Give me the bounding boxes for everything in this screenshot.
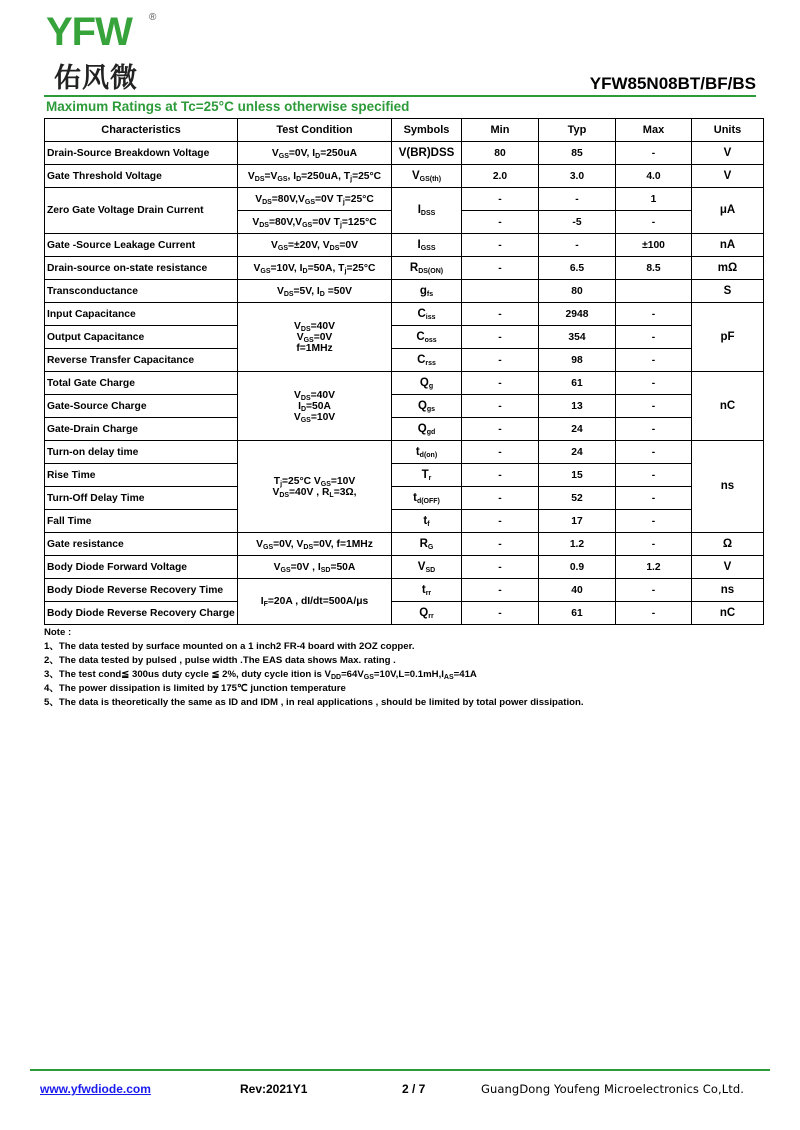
col-header: Characteristics	[45, 119, 238, 142]
min-value: -	[462, 464, 539, 487]
characteristic: Input Capacitance	[45, 303, 238, 326]
table-row	[45, 280, 764, 303]
symbol: $I_{GSS}$	[392, 234, 462, 257]
symbol: $Q_g$	[392, 372, 462, 395]
table-row	[45, 395, 764, 418]
symbol: $t_{d(OFF)}$	[392, 487, 462, 510]
typ-value: 61	[539, 602, 616, 625]
notes-title: Note :	[44, 627, 72, 638]
min-value: -	[462, 234, 539, 257]
max-value: -	[616, 418, 692, 441]
max-value: 8.5	[616, 257, 692, 280]
note-item: 4、The power dissipation is limited by 175℃ junction temperature	[44, 683, 346, 694]
typ-value: 98	[539, 349, 616, 372]
logo-text: YFW	[46, 10, 132, 54]
max-value	[616, 280, 692, 303]
unit: mΩ	[692, 257, 764, 280]
unit: V	[692, 556, 764, 579]
min-value: 80	[462, 142, 539, 165]
test-condition: $V_{GS}=10V$, $I_D=50A$, $T_j=25^\circ C$	[238, 257, 392, 280]
unit: V	[692, 142, 764, 165]
symbol: V(BR)DSS	[392, 142, 462, 165]
typ-value: 24	[539, 441, 616, 464]
typ-value: 85	[539, 142, 616, 165]
col-header: Typ	[539, 119, 616, 142]
min-value: -	[462, 556, 539, 579]
max-value: -	[616, 211, 692, 234]
max-value: -	[616, 579, 692, 602]
characteristic: Zero Gate Voltage Drain Current	[45, 188, 238, 234]
note-item: 1、The data tested by surface mounted on a 1 inch2 FR-4 board with 2OZ copper.	[44, 641, 415, 652]
characteristic: Turn-on delay time	[45, 441, 238, 464]
characteristic: Turn-Off Delay Time	[45, 487, 238, 510]
notes-section	[44, 626, 584, 710]
symbol: $Q_{gs}$	[392, 395, 462, 418]
section-title: Maximum Ratings at Tc=25°C unless otherwise specified	[46, 99, 410, 114]
min-value: -	[462, 602, 539, 625]
characteristic: Gate-Drain Charge	[45, 418, 238, 441]
characteristic: Body Diode Reverse Recovery Charge	[45, 602, 238, 625]
test-condition: $V_{GS}=\pm 20V$, $V_{DS}=0V$	[238, 234, 392, 257]
unit: S	[692, 280, 764, 303]
unit: ns	[692, 579, 764, 602]
min-value	[462, 280, 539, 303]
footer-divider	[30, 1069, 770, 1071]
symbol: $t_f$	[392, 510, 462, 533]
min-value: -	[462, 487, 539, 510]
min-value: -	[462, 579, 539, 602]
typ-value: 0.9	[539, 556, 616, 579]
table-row	[45, 418, 764, 441]
min-value: -	[462, 211, 539, 234]
min-value: 2.0	[462, 165, 539, 188]
typ-value: 24	[539, 418, 616, 441]
unit: V	[692, 165, 764, 188]
min-value: -	[462, 510, 539, 533]
symbol: $V_{GS(th)}$	[392, 165, 462, 188]
symbol: $V_{SD}$	[392, 556, 462, 579]
company-name: GuangDong Youfeng Microelectronics Co,Ltd.	[481, 1082, 745, 1096]
min-value: -	[462, 326, 539, 349]
test-condition: $V_{DS}=80V,V_{GS}=0V$ $T_j=25^\circ C$	[238, 188, 392, 211]
min-value: -	[462, 349, 539, 372]
min-value: -	[462, 418, 539, 441]
characteristic: Body Diode Forward Voltage	[45, 556, 238, 579]
col-header: Min	[462, 119, 539, 142]
col-header: Units	[692, 119, 764, 142]
table-header-row	[45, 119, 764, 142]
table-row	[45, 441, 764, 464]
min-value: -	[462, 395, 539, 418]
characteristic: Gate Threshold Voltage	[45, 165, 238, 188]
typ-value: 6.5	[539, 257, 616, 280]
symbol: $C_{rss}$	[392, 349, 462, 372]
test-condition: $T_j=25^\circ C$ $V_{GS}=10V$ $V_{DS}=40V$ , $R_L=3\Omega$,	[238, 441, 392, 533]
table-row	[45, 602, 764, 625]
table-row	[45, 372, 764, 395]
max-value: 1.2	[616, 556, 692, 579]
registered-mark: ®	[149, 12, 157, 23]
characteristic: Total Gate Charge	[45, 372, 238, 395]
characteristic: Transconductance	[45, 280, 238, 303]
table-row	[45, 533, 764, 556]
electrical-characteristics-table	[44, 118, 764, 625]
min-value: -	[462, 188, 539, 211]
max-value: -	[616, 602, 692, 625]
table-row	[45, 326, 764, 349]
note-item: 3、The test cond≦ 300us duty cycle ≦ 2%, duty cycle ition is $V_{DD}=64V_{GS}=10V,L=0.1mH,I_{AS}=41A$	[44, 669, 477, 681]
unit: ns	[692, 441, 764, 533]
typ-value: 80	[539, 280, 616, 303]
typ-value: 17	[539, 510, 616, 533]
unit: nC	[692, 372, 764, 441]
min-value: -	[462, 257, 539, 280]
symbol: $C_{oss}$	[392, 326, 462, 349]
table-row	[45, 142, 764, 165]
table-row	[45, 487, 764, 510]
col-header: Symbols	[392, 119, 462, 142]
min-value: -	[462, 372, 539, 395]
max-value: -	[616, 395, 692, 418]
test-condition: $V_{DS}=V_{GS}$, $I_D=250uA$, $T_j=25^\circ C$	[238, 165, 392, 188]
min-value: -	[462, 533, 539, 556]
max-value: ±100	[616, 234, 692, 257]
max-value: -	[616, 464, 692, 487]
typ-value: 61	[539, 372, 616, 395]
unit: μA	[692, 188, 764, 234]
test-condition: $V_{GS}=0V$, $I_D=250uA$	[238, 142, 392, 165]
max-value: -	[616, 510, 692, 533]
typ-value: 354	[539, 326, 616, 349]
characteristic: Reverse Transfer Capacitance	[45, 349, 238, 372]
typ-value: 1.2	[539, 533, 616, 556]
max-value: -	[616, 142, 692, 165]
characteristic: Gate -Source Leakage Current	[45, 234, 238, 257]
max-value: -	[616, 441, 692, 464]
typ-value: -	[539, 234, 616, 257]
table-row	[45, 510, 764, 533]
logo-chinese-name: 佑风微	[54, 63, 138, 94]
min-value: -	[462, 441, 539, 464]
symbol: $Q_{gd}$	[392, 418, 462, 441]
header-divider	[44, 95, 756, 97]
characteristic: Gate-Source Charge	[45, 395, 238, 418]
unit: Ω	[692, 533, 764, 556]
max-value: 4.0	[616, 165, 692, 188]
typ-value: -	[539, 188, 616, 211]
max-value: -	[616, 326, 692, 349]
test-condition: $V_{GS}=0V$, $V_{DS}=0V$, f=1MHz	[238, 533, 392, 556]
characteristic: Output Capacitance	[45, 326, 238, 349]
symbol: $R_{DS(ON)}$	[392, 257, 462, 280]
note-item: 2、The data tested by pulsed , pulse width .The EAS data shows Max. rating .	[44, 655, 396, 666]
test-condition: $V_{DS}=5V$, $I_D =50V$	[238, 280, 392, 303]
characteristic: Drain-Source Breakdown Voltage	[45, 142, 238, 165]
typ-value: 40	[539, 579, 616, 602]
unit: nC	[692, 602, 764, 625]
test-condition: $V_{DS}=40V$ $V_{GS}=0V$ f=1MHz	[238, 303, 392, 372]
table-row	[45, 188, 764, 211]
typ-value: 13	[539, 395, 616, 418]
unit: pF	[692, 303, 764, 372]
typ-value: 2948	[539, 303, 616, 326]
max-value: -	[616, 303, 692, 326]
symbol: $T_r$	[392, 464, 462, 487]
part-number: YFW85N08BT/BF/BS	[589, 74, 756, 93]
table-row	[45, 464, 764, 487]
revision: Rev:2021Y1	[240, 1082, 308, 1096]
symbol: $I_{DSS}$	[392, 188, 462, 234]
max-value: 1	[616, 188, 692, 211]
table-row	[45, 165, 764, 188]
table-row	[45, 234, 764, 257]
symbol: $t_{d(on)}$	[392, 441, 462, 464]
typ-value: 3.0	[539, 165, 616, 188]
col-header: Max	[616, 119, 692, 142]
characteristic: Gate resistance	[45, 533, 238, 556]
typ-value: -5	[539, 211, 616, 234]
symbol: $R_G$	[392, 533, 462, 556]
website-link[interactable]: www.yfwdiode.com	[40, 1082, 151, 1096]
test-condition: $V_{GS}=0V$ , $I_{SD}=50A$	[238, 556, 392, 579]
characteristic: Fall Time	[45, 510, 238, 533]
table-row	[45, 303, 764, 326]
characteristic: Body Diode Reverse Recovery Time	[45, 579, 238, 602]
symbol: $t_{rr}$	[392, 579, 462, 602]
note-item: 5、The data is theoretically the same as ID and IDM , in real applications , should be limited by total power dissipation.	[44, 697, 584, 708]
table-row	[45, 257, 764, 280]
symbol: $Q_{rr}$	[392, 602, 462, 625]
table-row	[45, 556, 764, 579]
characteristic: Rise Time	[45, 464, 238, 487]
test-condition: $I_F=20A$ , dI/dt=500A/μs	[238, 579, 392, 625]
unit: nA	[692, 234, 764, 257]
table-row	[45, 349, 764, 372]
page-number: 2 / 7	[402, 1082, 426, 1096]
test-condition: $V_{DS}=40V$ $I_D=50A$ $V_{GS}=10V$	[238, 372, 392, 441]
max-value: -	[616, 533, 692, 556]
symbol: $C_{iss}$	[392, 303, 462, 326]
characteristic: Drain-source on-state resistance	[45, 257, 238, 280]
test-condition: $V_{DS}=80V,V_{GS}=0V$ $T_j=125^\circ C$	[238, 211, 392, 234]
table-row	[45, 579, 764, 602]
company-logo	[46, 12, 156, 92]
min-value: -	[462, 303, 539, 326]
typ-value: 15	[539, 464, 616, 487]
col-header: Test Condition	[238, 119, 392, 142]
max-value: -	[616, 487, 692, 510]
max-value: -	[616, 372, 692, 395]
symbol: $g_{fs}$	[392, 280, 462, 303]
typ-value: 52	[539, 487, 616, 510]
max-value: -	[616, 349, 692, 372]
